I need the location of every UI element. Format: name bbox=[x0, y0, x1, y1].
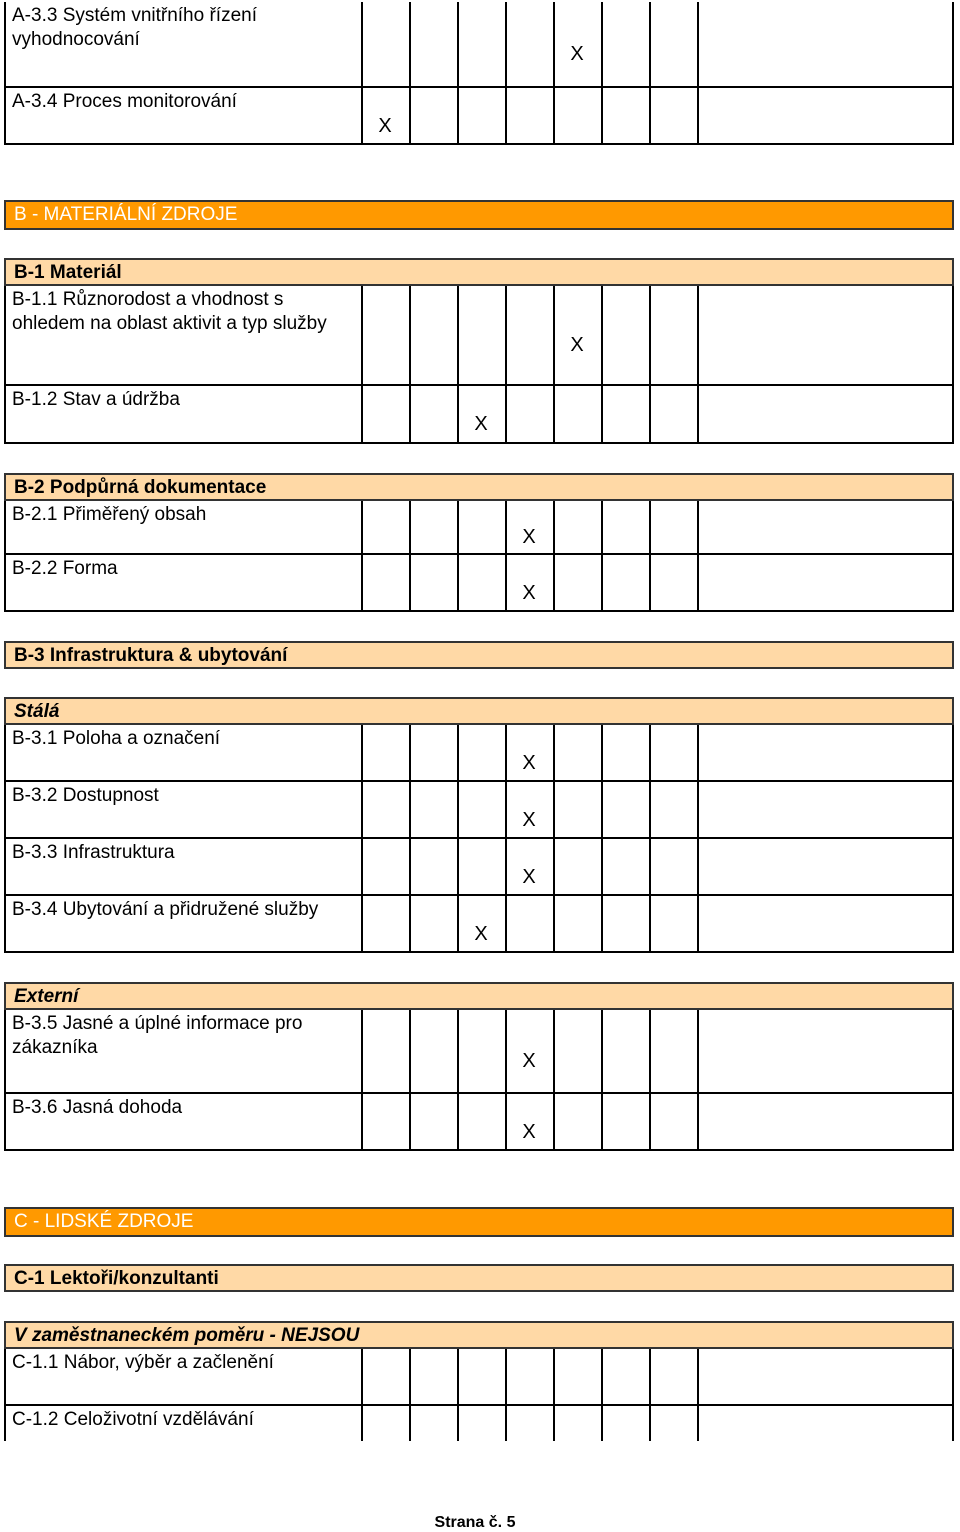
grid-line bbox=[4, 782, 6, 839]
checkmark-x: X bbox=[522, 1050, 536, 1072]
subsection-title: C-1 Lektoři/konzultanti bbox=[14, 1268, 219, 1289]
subsection-title: B-1 Materiál bbox=[14, 262, 122, 283]
table-row bbox=[4, 1349, 954, 1406]
grid-line bbox=[649, 286, 651, 386]
grid-line bbox=[649, 782, 651, 839]
grid-line bbox=[361, 555, 363, 612]
grid-line bbox=[409, 386, 411, 444]
subsection-header bbox=[4, 641, 954, 669]
grid-line bbox=[4, 88, 6, 145]
grid-line bbox=[601, 286, 603, 386]
group-header bbox=[4, 982, 954, 1010]
checkmark-x: X bbox=[570, 334, 584, 356]
table-row bbox=[4, 1010, 954, 1094]
grid-line bbox=[4, 839, 6, 896]
checkmark-x: X bbox=[570, 43, 584, 65]
grid-line bbox=[952, 555, 954, 612]
grid-line bbox=[601, 555, 603, 612]
grid-line bbox=[457, 725, 459, 782]
table-row bbox=[4, 286, 954, 386]
grid-line bbox=[409, 839, 411, 896]
grid-line bbox=[457, 555, 459, 612]
group-title: Stálá bbox=[14, 701, 60, 722]
subsection-header bbox=[4, 1264, 954, 1292]
table-row bbox=[4, 501, 954, 555]
grid-line bbox=[4, 1094, 6, 1151]
grid-line bbox=[553, 1094, 555, 1151]
grid-line bbox=[553, 88, 555, 145]
group-title: Externí bbox=[14, 986, 79, 1007]
table-row bbox=[4, 1094, 954, 1151]
grid-line bbox=[505, 1406, 507, 1441]
grid-line bbox=[4, 143, 954, 145]
grid-line bbox=[952, 286, 954, 386]
grid-line bbox=[649, 1406, 651, 1441]
table-row bbox=[4, 839, 954, 896]
grid-line bbox=[649, 725, 651, 782]
table-row bbox=[4, 782, 954, 839]
grid-line bbox=[457, 1406, 459, 1441]
grid-line bbox=[4, 725, 6, 782]
grid-line bbox=[553, 1406, 555, 1441]
grid-line bbox=[409, 2, 411, 88]
row-label: C-1.2 Celoživotní vzdělávání bbox=[12, 1409, 254, 1430]
grid-line bbox=[505, 88, 507, 145]
grid-line bbox=[457, 1094, 459, 1151]
grid-line bbox=[457, 501, 459, 555]
grid-line bbox=[697, 2, 699, 88]
grid-line bbox=[952, 782, 954, 839]
row-label: C-1.1 Nábor, výběr a začlenění bbox=[12, 1352, 274, 1373]
row-label: B-2.2 Forma bbox=[12, 558, 118, 579]
grid-line bbox=[409, 782, 411, 839]
row-label: B-3.5 Jasné a úplné informace pro zákazníka bbox=[12, 1013, 303, 1058]
group-header bbox=[4, 1321, 954, 1349]
grid-line bbox=[457, 1010, 459, 1094]
grid-line bbox=[649, 896, 651, 953]
grid-line bbox=[649, 1094, 651, 1151]
grid-line bbox=[457, 839, 459, 896]
section-title: B - MATERIÁLNÍ ZDROJE bbox=[14, 204, 238, 225]
grid-line bbox=[601, 1010, 603, 1094]
grid-line bbox=[505, 896, 507, 953]
section-header bbox=[4, 200, 954, 230]
grid-line bbox=[601, 88, 603, 145]
subsection-title: B-3 Infrastruktura & ubytování bbox=[14, 645, 288, 666]
grid-line bbox=[4, 2, 6, 88]
grid-line bbox=[4, 1149, 954, 1151]
grid-line bbox=[649, 839, 651, 896]
grid-line bbox=[409, 1406, 411, 1441]
grid-line bbox=[505, 386, 507, 444]
table-row bbox=[4, 555, 954, 612]
grid-line bbox=[409, 1349, 411, 1406]
grid-line bbox=[361, 1010, 363, 1094]
grid-line bbox=[409, 725, 411, 782]
grid-line bbox=[952, 839, 954, 896]
grid-line bbox=[361, 1349, 363, 1406]
table-row bbox=[4, 386, 954, 444]
grid-line bbox=[697, 782, 699, 839]
row-label: B-3.3 Infrastruktura bbox=[12, 842, 175, 863]
grid-line bbox=[553, 1349, 555, 1406]
grid-line bbox=[409, 1010, 411, 1094]
checkmark-x: X bbox=[522, 581, 536, 604]
grid-line bbox=[697, 896, 699, 953]
grid-line bbox=[361, 1406, 363, 1441]
table-row bbox=[4, 896, 954, 953]
grid-line bbox=[952, 1406, 954, 1441]
grid-line bbox=[4, 610, 954, 612]
grid-line bbox=[601, 386, 603, 444]
grid-line bbox=[553, 839, 555, 896]
grid-line bbox=[952, 1094, 954, 1151]
grid-line bbox=[409, 88, 411, 145]
grid-line bbox=[4, 386, 6, 444]
grid-line bbox=[952, 2, 954, 88]
grid-line bbox=[361, 839, 363, 896]
checkmark-x: X bbox=[522, 865, 536, 888]
grid-line bbox=[601, 1349, 603, 1406]
grid-line bbox=[697, 1406, 699, 1441]
subsection-header bbox=[4, 258, 954, 286]
subsection-title: B-2 Podpůrná dokumentace bbox=[14, 477, 267, 498]
grid-line bbox=[553, 725, 555, 782]
grid-line bbox=[409, 501, 411, 555]
grid-line bbox=[697, 501, 699, 555]
row-label: A-3.4 Proces monitorování bbox=[12, 91, 237, 112]
grid-line bbox=[457, 782, 459, 839]
grid-line bbox=[361, 2, 363, 88]
checkmark-x: X bbox=[522, 808, 536, 831]
grid-line bbox=[361, 1094, 363, 1151]
subsection-header bbox=[4, 473, 954, 501]
grid-line bbox=[601, 896, 603, 953]
group-title: V zaměstnaneckém poměru - NEJSOU bbox=[14, 1325, 360, 1346]
grid-line bbox=[4, 501, 6, 555]
grid-line bbox=[409, 286, 411, 386]
grid-line bbox=[457, 88, 459, 145]
grid-line bbox=[361, 725, 363, 782]
grid-line bbox=[697, 725, 699, 782]
grid-line bbox=[553, 386, 555, 444]
grid-line bbox=[409, 555, 411, 612]
table-row bbox=[4, 725, 954, 782]
table-row bbox=[4, 88, 954, 145]
grid-line bbox=[601, 501, 603, 555]
grid-line bbox=[601, 725, 603, 782]
table-row bbox=[4, 1406, 954, 1441]
grid-line bbox=[457, 1349, 459, 1406]
checkmark-x: X bbox=[378, 114, 392, 137]
grid-line bbox=[601, 1094, 603, 1151]
grid-line bbox=[952, 896, 954, 953]
row-label: B-3.4 Ubytování a přidružené služby bbox=[12, 899, 319, 920]
checkmark-x: X bbox=[522, 1120, 536, 1143]
grid-line bbox=[4, 896, 6, 953]
grid-line bbox=[601, 839, 603, 896]
grid-line bbox=[553, 555, 555, 612]
grid-line bbox=[457, 286, 459, 386]
grid-line bbox=[553, 501, 555, 555]
grid-line bbox=[409, 896, 411, 953]
grid-line bbox=[505, 286, 507, 386]
row-label: B-2.1 Přiměřený obsah bbox=[12, 504, 207, 525]
grid-line bbox=[649, 1010, 651, 1094]
grid-line bbox=[952, 501, 954, 555]
grid-line bbox=[952, 1010, 954, 1094]
row-label: B-3.2 Dostupnost bbox=[12, 785, 159, 806]
row-label: B-3.1 Poloha a označení bbox=[12, 728, 221, 749]
grid-line bbox=[361, 286, 363, 386]
checkmark-x: X bbox=[474, 413, 488, 435]
grid-line bbox=[697, 839, 699, 896]
page-number: Strana č. 5 bbox=[434, 1514, 516, 1531]
grid-line bbox=[952, 725, 954, 782]
grid-line bbox=[649, 88, 651, 145]
grid-line bbox=[409, 1094, 411, 1151]
grid-line bbox=[952, 386, 954, 444]
grid-line bbox=[649, 1349, 651, 1406]
grid-line bbox=[553, 1010, 555, 1094]
grid-line bbox=[649, 501, 651, 555]
grid-line bbox=[361, 896, 363, 953]
grid-line bbox=[457, 2, 459, 88]
grid-line bbox=[601, 1406, 603, 1441]
checkmark-x: X bbox=[522, 526, 536, 548]
grid-line bbox=[4, 1406, 6, 1441]
grid-line bbox=[4, 555, 6, 612]
grid-line bbox=[505, 1349, 507, 1406]
grid-line bbox=[4, 286, 6, 386]
grid-line bbox=[601, 782, 603, 839]
grid-line bbox=[697, 555, 699, 612]
grid-line bbox=[697, 1094, 699, 1151]
row-label: B-1.2 Stav a údržba bbox=[12, 389, 180, 410]
grid-line bbox=[4, 1010, 6, 1094]
grid-line bbox=[649, 555, 651, 612]
section-header bbox=[4, 1207, 954, 1237]
table-row bbox=[4, 2, 954, 88]
checkmark-x: X bbox=[474, 922, 488, 945]
grid-line bbox=[649, 386, 651, 444]
grid-line bbox=[361, 782, 363, 839]
grid-line bbox=[4, 1349, 6, 1406]
grid-line bbox=[361, 386, 363, 444]
section-title: C - LIDSKÉ ZDROJE bbox=[14, 1211, 194, 1232]
grid-line bbox=[697, 1010, 699, 1094]
grid-line bbox=[697, 386, 699, 444]
grid-line bbox=[361, 501, 363, 555]
row-label: A-3.3 Systém vnitřního řízení vyhodnocování bbox=[12, 5, 257, 50]
grid-line bbox=[505, 2, 507, 88]
grid-line bbox=[649, 2, 651, 88]
checkmark-x: X bbox=[522, 751, 536, 774]
grid-line bbox=[553, 896, 555, 953]
grid-line bbox=[952, 88, 954, 145]
grid-line bbox=[697, 286, 699, 386]
grid-line bbox=[952, 1349, 954, 1406]
grid-line bbox=[697, 1349, 699, 1406]
group-header bbox=[4, 697, 954, 725]
row-label: B-3.6 Jasná dohoda bbox=[12, 1097, 183, 1118]
grid-line bbox=[697, 88, 699, 145]
grid-line bbox=[553, 782, 555, 839]
row-label: B-1.1 Různorodost a vhodnost s ohledem na oblast aktivit a typ služby bbox=[12, 289, 327, 334]
grid-line bbox=[601, 2, 603, 88]
